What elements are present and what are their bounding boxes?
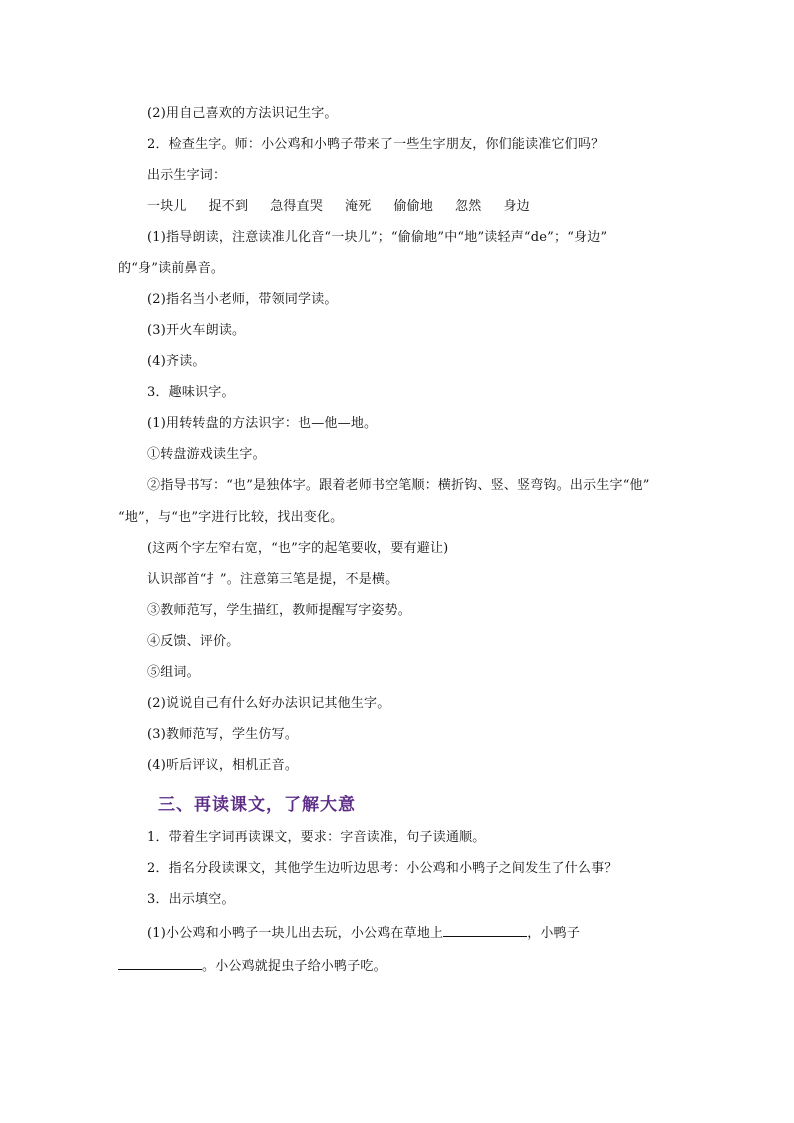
- paragraph-7: (3)开火车朗读。: [147, 323, 246, 338]
- fill-in-text: 。小公鸡就捉虫子给小鸭子吃。: [202, 959, 387, 974]
- word-item: 捉不到: [208, 199, 249, 214]
- paragraph-10: (1)用转转盘的方法识字：也—他—地。: [147, 416, 378, 431]
- paragraph-20: (4)听后评议，相机正音。: [147, 758, 299, 773]
- section-heading: 三、再读课文，了解大意: [158, 795, 356, 815]
- fill-in-line-2: [118, 957, 387, 976]
- fill-in-text: (1)小公鸡和小鸭子一块儿出去玩，小公鸡在草地上: [147, 926, 444, 941]
- word-item: 急得直哭: [270, 199, 324, 214]
- paragraph-16: ④反馈、评价。: [147, 634, 240, 649]
- paragraph-12-line-2: “地”，与“也”字进行比较，找出变化。: [118, 510, 344, 525]
- paragraph-14: 认识部首“扌”。注意第三笔是提，不是横。: [147, 572, 399, 587]
- word-item: 一块儿: [147, 199, 187, 214]
- paragraph-3: 出示生字词：: [147, 168, 227, 183]
- paragraph-11: ①转盘游戏读生字。: [147, 447, 266, 462]
- paragraph-6: (2)指名当小老师，带领同学读。: [147, 292, 338, 307]
- word-item: 偷偷地: [393, 199, 434, 214]
- word-item: 淹死: [345, 199, 372, 214]
- paragraph-13: (这两个字左窄右宽，“也”字的起笔要收，要有避让): [147, 541, 449, 556]
- answer-blank[interactable]: [443, 924, 527, 937]
- fill-in-line-1: [147, 924, 580, 943]
- question-3: 3．出示填空。: [147, 892, 235, 907]
- paragraph-1: (2)用自己喜欢的方法识记生字。: [147, 106, 338, 121]
- paragraph-12-line-1: ②指导书写：“也”是独体字。跟着老师书空笔顺：横折钩、竖、竖弯钩。出示生字“他”: [147, 478, 650, 493]
- paragraph-18: (2)说说自己有什么好办法识记其他生字。: [147, 696, 391, 711]
- paragraph-5-line-1: (1)指导朗读，注意读准儿化音“一块儿”；“偷偷地”中“地”读轻声“de”；“身边”: [147, 230, 608, 245]
- paragraph-15: ③教师范写，学生描红，教师提醒写字姿势。: [147, 603, 412, 618]
- word-item: 身边: [503, 199, 530, 214]
- fill-in-text: ，小鸭子: [527, 926, 581, 941]
- paragraph-8: (4)齐读。: [147, 354, 206, 369]
- paragraph-2: 2．检查生字。师：小公鸡和小鸭子带来了一些生字朋友，你们能读准它们吗？: [147, 137, 605, 152]
- word-item: 忽然: [455, 199, 482, 214]
- word-list: [147, 198, 530, 216]
- answer-blank[interactable]: [118, 957, 202, 970]
- paragraph-19: (3)教师范写，学生仿写。: [147, 727, 299, 742]
- paragraph-17: ⑤组词。: [147, 665, 200, 680]
- paragraph-5-line-2: 的“身”读前鼻音。: [118, 261, 225, 276]
- paragraph-9: 3．趣味识字。: [147, 385, 235, 400]
- question-1: 1．带着生字词再读课文，要求：字音读准，句子读通顺。: [147, 830, 486, 845]
- question-2: 2．指名分段读课文，其他学生边听边思考：小公鸡和小鸭子之间发生了什么事？: [147, 861, 618, 876]
